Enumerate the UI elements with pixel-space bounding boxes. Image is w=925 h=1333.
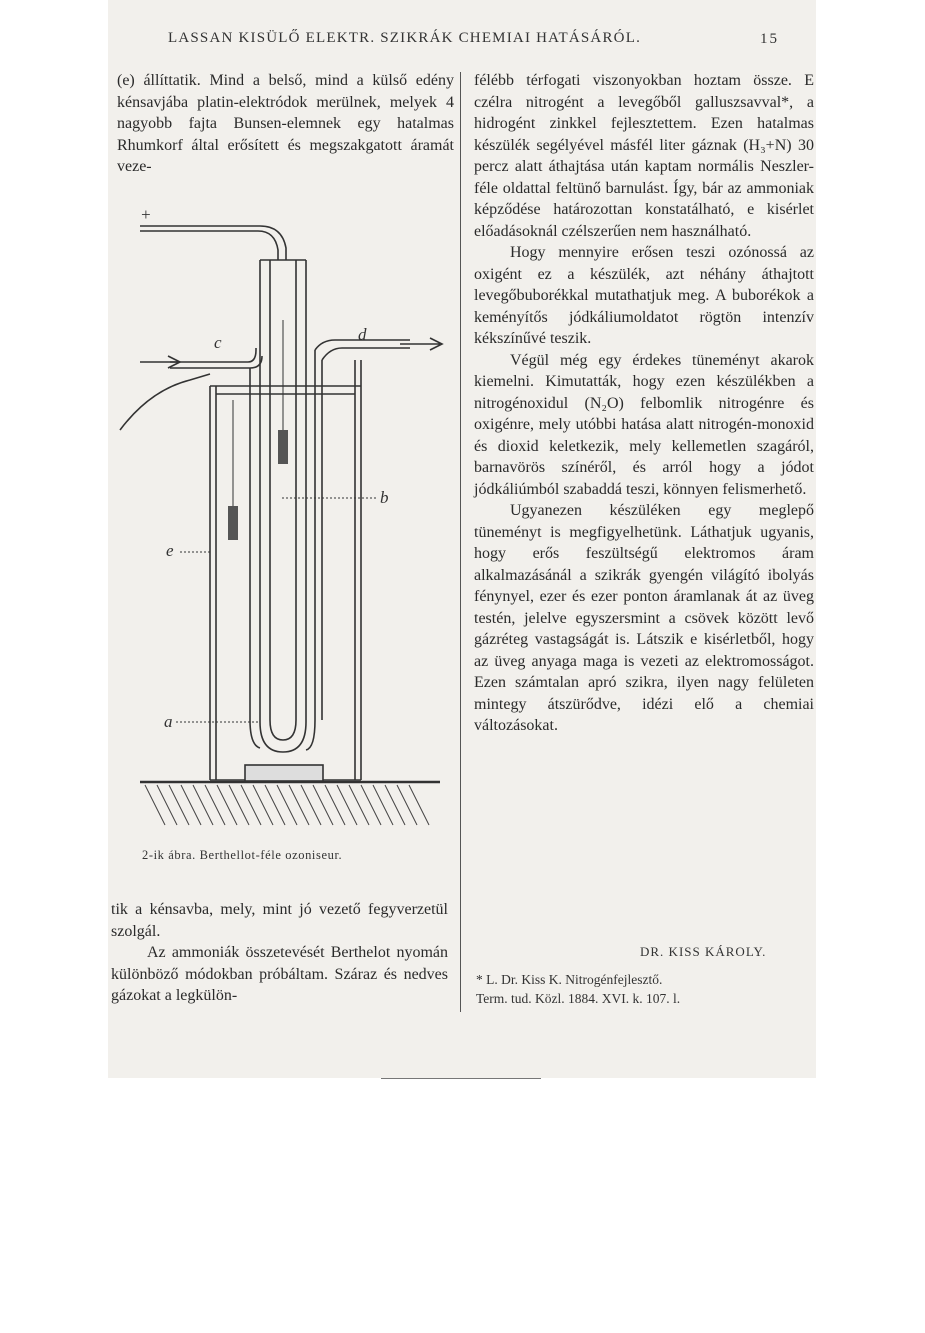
tube-d [306,350,315,750]
footnote-line-2: Term. tud. Közl. 1884. XVI. k. 107. l. [476,991,681,1006]
figure-caption: 2-ik ábra. Berthellot-féle ozoniseur. [142,848,343,862]
label-c: c [214,333,222,352]
left-column-top [117,70,454,178]
tube-c [170,348,256,362]
left-paragraph-2: Az ammoniák összetevését Berthelot nyomán különböző módokban próbáltam. Száraz és nedves gázokat a legkülön- [111,944,448,1004]
page-number: 15 [760,31,779,47]
right-paragraph-2: Hogy mennyire erősen teszi ozónossá az oxigént ez a készülék, azt néhány áthajtott levegőbuborékkal mutathatjuk meg. A buborékok a keményítős jódkáliumoldatot rögtön intenzív kékszínűvé teszik. [474,244,814,347]
footnote [476,970,816,1008]
left-column-bottom [111,899,448,1007]
ground-hatching [145,785,429,825]
label-a: a [164,712,173,731]
electrode-inner [278,430,288,464]
author-signature: DR. KISS KÁROLY. [640,944,767,959]
figure-ozoniseur [110,200,460,840]
header-title: LASSAN KISÜLŐ ELEKTR. SZIKRÁK CHEMIAI HATÁSÁRÓL. [168,30,642,46]
footnote-line-1: * L. Dr. Kiss K. Nitrogénfejlesztő. [476,972,663,987]
label-e: e [166,541,174,560]
label-b: b [380,488,389,507]
column-divider [460,72,461,1012]
bottom-rule [381,1078,541,1079]
right-paragraph-3: Végül még egy érdekes tüneményt akarok kiemelni. Kimutatták, hogy ezen készülékben a nitrogénoxidul (N₂O) felbomlik nitrogénre és oxigénre, mely utóbbi hatása alatt nitrogén-monoxid és dioxid keletkezik, mely kellemetlen szagáról, barnavörös színéről, és arról hogy a jódot jódkáliúmból szabaddá teszi, könnyen felismerhető. [474,351,814,498]
label-plus: + [140,205,152,224]
left-paragraph-1: tik a kénsavba, mely, mint jó vezető fegyverzetül szolgál. [111,901,448,940]
label-d: d [358,325,367,344]
right-paragraph-1: félébb térfogati viszonyokban hoztam össze. E czélra nitrogént a levegőből galluszsavval*, a hidrogént zinkkel fejlesztettem. Ezen hatalmas készülék segélyével másfél liter gáznak (H₃+N) 30 percz alatt áthajtása után kaptam normális Neszler-féle oldattal feltünő barnulást. Így, bár az ammoniak képződése határozottan konstatálható, e kisérlet előadásoknál czélszerűen nem használható. [474,72,814,240]
electrode-outer [228,506,238,540]
right-paragraph-4: Ugyanezen készüléken egy meglepő tüneményt is megfigyelhetünk. Láthatjuk ugyanis, hogy erős feszültségű elektromos áram alkalmazásánál a szikrák gyengén világító ibolyás fénynyel, ezer és ezer ponton áramlanak át az üveg testén, jelelve egyszersmint a csövek között levő gázréteg vastagságát is. Látszik e kisérletből, hogy az üveg anyaga maga is vezeti az elektromosságot. Ezen számtalan apró szikra, ilyen nagy felületen mintegy átszürődve, idézi elő a chemiai változásokat. [474,502,814,734]
right-column [474,70,814,737]
left-paragraph-top: (e) állíttatik. Mind a belső, mind a külső edény kénsavjába platin-elektródok merülnek, melyek 4 nagyobb fajta Bunsen-elemnek egy hatalmas Rhumkorf által erősített és megszakgatott áramát veze- [117,72,454,175]
